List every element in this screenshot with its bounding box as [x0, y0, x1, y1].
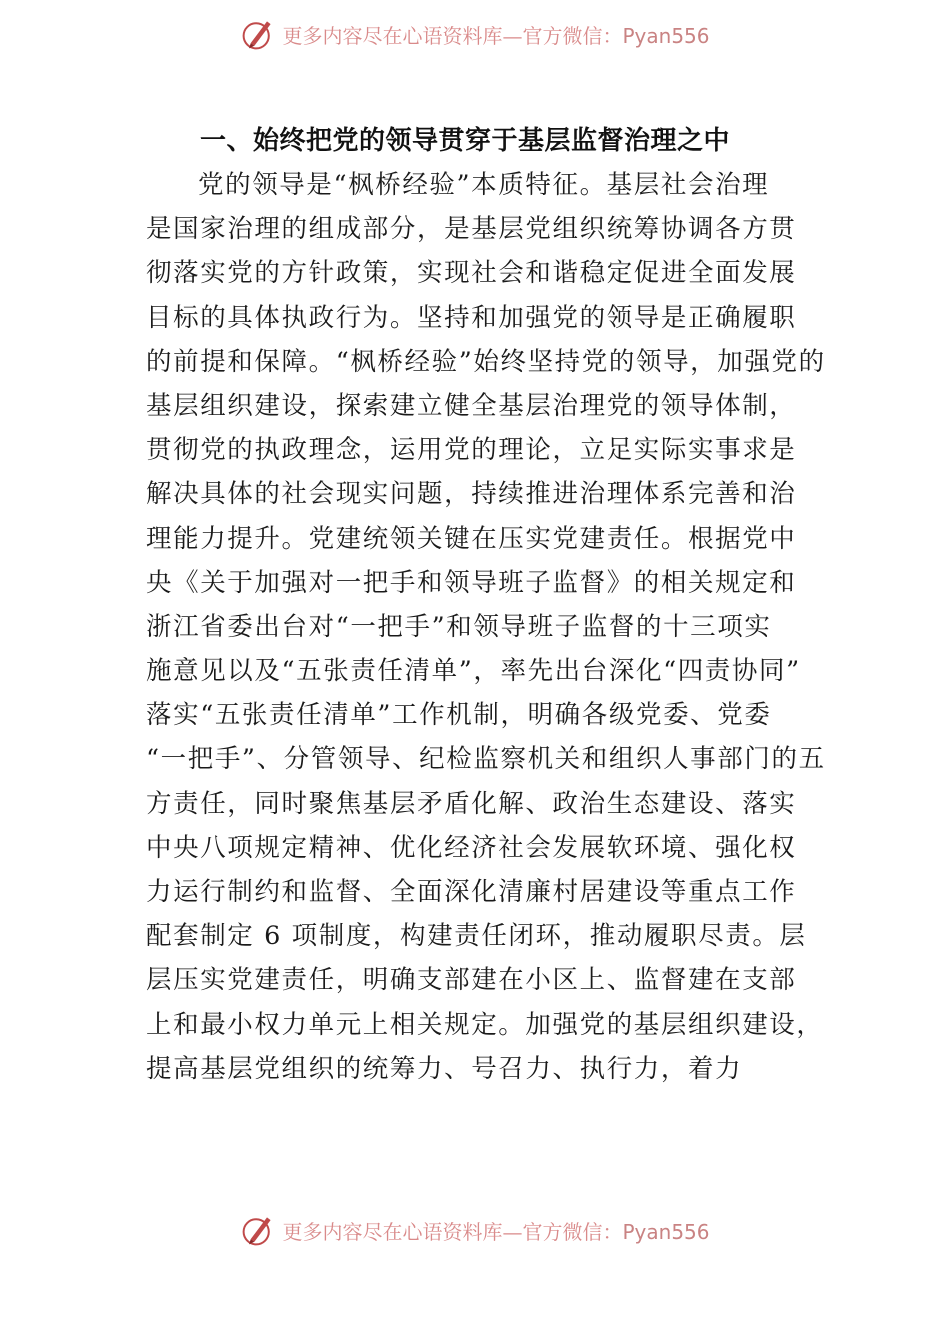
text-line: 解决具体的社会现实问题，持续推进治理体系完善和治: [146, 479, 797, 510]
watermark-text: 更多内容尽在心语资料库—官方微信：Pyan556: [282, 23, 710, 48]
text-line: 的前提和保障。“枫桥经验”始终坚持党的领导，加强党的: [146, 346, 826, 377]
text-line: 是国家治理的组成部分，是基层党组织统筹协调各方贯: [146, 214, 797, 245]
text-line: 提高基层党组织的统筹力、号召力、执行力，着力: [146, 1053, 743, 1084]
text-line: 基层组织建设，探索建立健全基层治理党的领导体制，: [146, 390, 797, 421]
text-line: 层压实党建责任，明确支部建在小区上、监督建在支部: [146, 965, 797, 996]
footer-watermark: [0, 1210, 950, 1250]
text-line: 理能力提升。党建统领关键在压实党建责任。根据党中: [146, 523, 797, 554]
header-watermark: [0, 14, 950, 54]
text-line: 施意见以及“五张责任清单”，率先出台深化“四责协同”: [146, 656, 801, 687]
text-line: 配套制定 6 项制度，构建责任闭环，推动履职尽责。层: [146, 921, 807, 952]
body-paragraph: [146, 163, 826, 1091]
text-line: 落实“五张责任清单”工作机制，明确各级党委、党委: [146, 700, 772, 731]
pen-logo-icon: [240, 16, 276, 52]
text-line: 上和最小权力单元上相关规定。加强党的基层组织建设，: [146, 1009, 824, 1040]
text-line: “一把手”、分管领导、纪检监察机关和组织人事部门的五: [146, 744, 826, 775]
pen-logo-icon: [240, 1212, 276, 1248]
text-line: 方责任，同时聚焦基层矛盾化解、政治生态建设、落实: [146, 788, 797, 819]
section-heading: 一、始终把党的领导贯穿于基层监督治理之中: [200, 126, 731, 156]
text-line: 贯彻党的执政理念，运用党的理论，立足实际实事求是: [146, 435, 797, 466]
text-line: 党的领导是“枫桥经验”本质特征。基层社会治理: [198, 170, 770, 200]
wechat-id: Pyan556: [622, 23, 710, 48]
watermark-text: 更多内容尽在心语资料库—官方微信：Pyan556: [282, 1219, 710, 1244]
text-line: 浙江省委出台对“一把手”和领导班子监督的十三项实: [146, 611, 772, 642]
text-line: 力运行制约和监督、全面深化清廉村居建设等重点工作: [146, 877, 797, 907]
text-line: 央《关于加强对一把手和领导班子监督》的相关规定和: [146, 567, 797, 598]
text-line: 中央八项规定精神、优化经济社会发展软环境、强化权: [146, 832, 797, 863]
text-line: 彻落实党的方针政策，实现社会和谐稳定促进全面发展: [146, 258, 797, 289]
wechat-id: Pyan556: [622, 1219, 710, 1244]
text-line: 目标的具体执政行为。坚持和加强党的领导是正确履职: [146, 302, 797, 333]
